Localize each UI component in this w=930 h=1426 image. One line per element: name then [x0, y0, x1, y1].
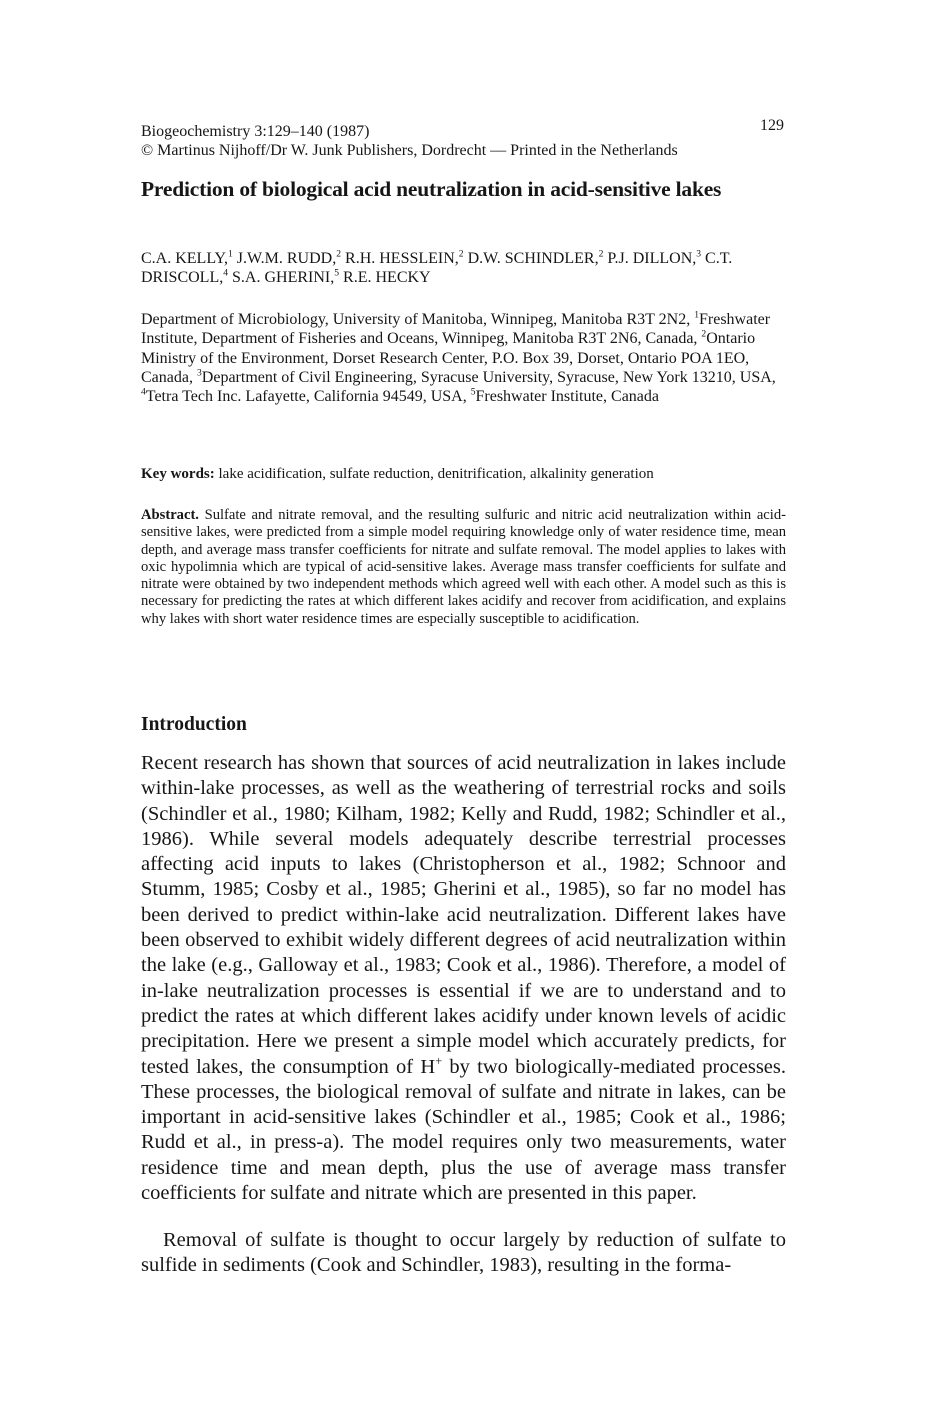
author: D.W. SCHINDLER,$^2$	[463, 248, 604, 267]
affiliation: $^5$Freshwater Institute, Canada	[470, 386, 659, 406]
section-heading: Introduction	[141, 714, 247, 735]
abstract-label: Abstract.	[141, 507, 199, 523]
keywords	[141, 466, 791, 483]
author-list	[141, 249, 781, 287]
author: C.T. DRISCOLL,$^4$	[141, 250, 733, 286]
body-paragraph: Recent research has shown that sources of acid neutralization in lakes include within-lake processes, as well as the weathering of terrestrial rocks and soils (Schindler et al., 1980; Kilham, 1982; Kelly and Rudd, 1982; Schindler et al., 1986). While several models adequately describe terrestrial processes affecting acid inputs to lakes (Christopherson et al., 1982; Schnoor and Stumm, 1985; Cosby et al., 1985; Gherini et al., 1985), so far no model has been derived to predict within-lake acid neutralization. Different lakes have been observed to exhibit widely different degrees of acid neutralization within the lake (e.g., Galloway et al., 1983; Cook et al., 1986). Therefore, a model of in-lake neutralization processes is essential if we are to understand and to predict the rates at which different lakes acidify under known levels of acidic precipitation. Here we present a simple model which accurately predicts, for tested lakes, the consumption of H+ by two biologically-mediated processes. These processes, the biological removal of sulfate and nitrate in lakes, can be important in acid-sensitive lakes (Schindler et al., 1985; Cook et al., 1986; Rudd et al., in press-a). The model requires only two measurements, water residence time and mean depth, plus the use of average mass transfer coefficients for sulfate and nitrate which are presented in this paper.	[141, 752, 786, 1205]
affiliation-block	[141, 310, 791, 406]
affiliation: $^4$Tetra Tech Inc. Lafayette, California 94549, USA,	[141, 386, 471, 406]
abstract-text: Sulfate and nitrate removal, and the resulting sulfuric and nitric acid neutralization within acid-sensitive lakes, were predicted from a simple model requiring knowledge only of water residence time, mean depth, and average mass transfer coefficients for nitrate and sulfate removal. The model applies to lakes with oxic hypolimnia which are typical of acid-sensitive lakes. Average mass transfer coefficients for sulfate and nitrate were obtained by two independent methods which agreed well with each other. A model such as this is necessary for predicting the rates at which different lakes acidify and recover from acidification, and explains why lakes with short water residence times are especially susceptible to acidification.	[141, 507, 786, 627]
publisher-line: © Martinus Nijhoff/Dr W. Junk Publishers, Dordrecht — Printed in the Netherlands	[141, 142, 678, 159]
body-paragraph: Removal of sulfate is thought to occur largely by reduction of sulfate to sulfide in sediments (Cook and Schindler, 1983), resulting in the forma-	[141, 1229, 786, 1277]
author: R.E. HECKY	[339, 269, 431, 286]
author: S.A. GHERINI,$^5$	[228, 267, 340, 286]
page-number: 129	[760, 117, 784, 134]
journal-citation: Biogeochemistry 3:129–140 (1987)	[141, 123, 370, 140]
author: J.W.M. RUDD,$^2$	[232, 248, 342, 267]
author: P.J. DILLON,$^3$	[603, 248, 702, 267]
affiliation: Department of Microbiology, University of Manitoba, Winnipeg, Manitoba R3T 2N2,	[141, 311, 695, 328]
author: R.H. HESSLEIN,$^2$	[341, 248, 464, 267]
keywords-label: Key words:	[141, 466, 215, 482]
article-title: Prediction of biological acid neutralization in acid-sensitive lakes	[141, 177, 722, 201]
affiliation: $^1$Freshwater Institute, Department of Fisheries and Oceans, Winnipeg, Manitoba R3T 2N6, Canada,	[141, 309, 771, 348]
affiliation: $^3$Department of Civil Engineering, Syracuse University, Syracuse, New York 13210, USA,	[196, 367, 776, 386]
affiliation: $^2$Ontario Ministry of the Environment, Dorset Research Center, P.O. Box 39, Dorset, Ontario POA 1EO, Canada,	[141, 328, 756, 386]
keywords-text: lake acidification, sulfate reduction, denitrification, alkalinity generation	[214, 466, 654, 482]
author: C.A. KELLY,$^1$	[141, 248, 233, 267]
abstract	[141, 507, 786, 628]
